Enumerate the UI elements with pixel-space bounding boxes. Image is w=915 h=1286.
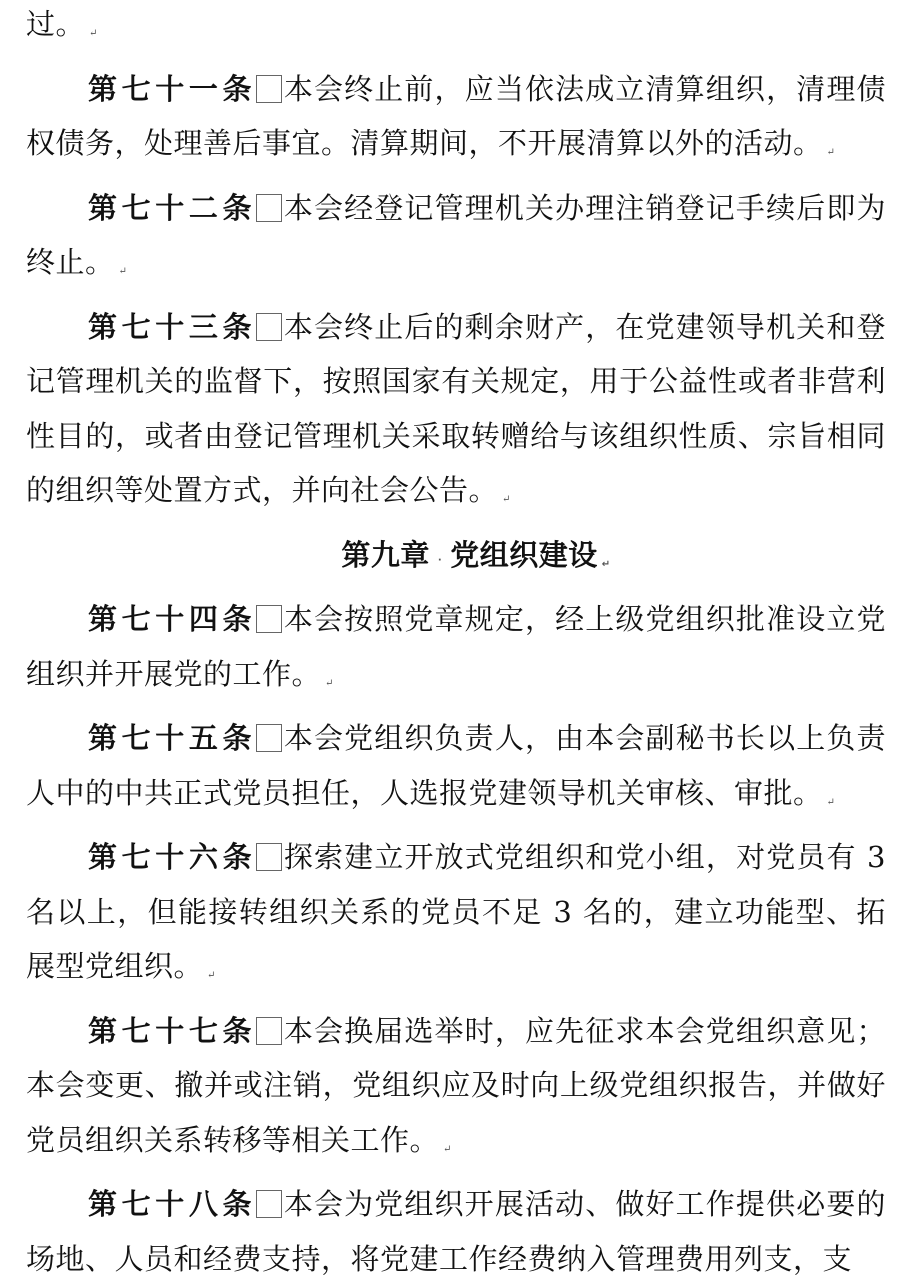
article-72: [26, 181, 886, 300]
article-label: 第七十二条: [88, 190, 257, 225]
paragraph-mark-icon: ↵: [118, 266, 128, 277]
paragraph-fragment: [26, 0, 886, 62]
article-76: [26, 830, 886, 1004]
article-text: 本会换届选举时，应先征求本会党组织意见；本会变更、撤并或注销，党组织应及时向上级党组织报告，并做好党员组织关系转移等相关工作。: [26, 1013, 886, 1157]
paragraph-mark-icon: ↵: [89, 28, 98, 39]
paragraph-mark-icon: ↵: [826, 147, 836, 158]
blank-box-icon: [256, 1190, 282, 1218]
article-text: 本会党组织负责人，由本会副秘书长以上负责人中的中共正式党员担任，人选报党建领导机关审核、审批。: [26, 721, 886, 810]
paragraph-mark-icon: ↵: [502, 494, 511, 505]
article-label: 第七十七条: [88, 1013, 257, 1048]
article-78: [26, 1177, 886, 1286]
article-label: 第七十四条: [88, 602, 257, 636]
paragraph-mark-icon: ↵: [826, 796, 836, 808]
blank-box-icon: [256, 1017, 282, 1045]
paragraph-mark-icon: ↵: [443, 1143, 452, 1155]
paragraph-mark-icon: ↵: [601, 558, 611, 570]
article-label: 第七十八条: [88, 1187, 257, 1221]
blank-box-icon: [256, 605, 282, 633]
article-label: 第七十六条: [88, 840, 257, 874]
paragraph-mark-icon: ↵: [207, 970, 216, 981]
article-75: [26, 711, 886, 830]
article-text: 本会按照党章规定，经上级党组织批准设立党组织并开展党的工作。: [26, 602, 886, 691]
document-page: [26, 0, 886, 1286]
chapter-heading: [26, 528, 886, 593]
article-text: 本会终止前，应当依法成立清算组织，清理债权债务，处理善后事宜。清算期间，不开展清算以外的活动。: [26, 71, 886, 160]
article-text: 探索建立开放式党组织和党小组，对党员有 3 名以上，但能接转组织关系的党员不足 3 名的，建立功能型、拓展型党组织。: [26, 840, 886, 983]
article-73: [26, 300, 886, 528]
article-label: 第七十五条: [88, 721, 257, 755]
fragment-text: 过。: [26, 7, 86, 41]
chapter-number: 第九章: [341, 537, 430, 572]
blank-box-icon: [256, 724, 282, 752]
article-text: 本会终止后的剩余财产，在党建领导机关和登记管理机关的监督下，按照国家有关规定，用于公益性或者非营利性目的，或者由登记管理机关采取转赠给与该组织性质、宗旨相同的组织等处置方式，并向社会公告。: [26, 309, 886, 507]
article-77: [26, 1004, 886, 1178]
article-label: 第七十一条: [88, 71, 257, 106]
article-74: [26, 592, 886, 711]
blank-box-icon: [256, 194, 282, 222]
paragraph-mark-icon: ↵: [325, 677, 334, 689]
article-text: 本会为党组织开展活动、做好工作提供必要的场地、人员和经费支持，将党建工作经费纳入管理费用列支，支: [26, 1187, 886, 1276]
article-71: [26, 62, 886, 181]
blank-box-icon: [256, 313, 282, 341]
blank-box-icon: [256, 843, 282, 871]
blank-box-icon: [256, 75, 282, 103]
article-text: 本会经登记管理机关办理注销登记手续后即为终止。: [26, 190, 886, 279]
article-label: 第七十三条: [88, 309, 257, 344]
chapter-title: 党组织建设: [450, 537, 598, 572]
space-mark-icon: ·: [437, 554, 443, 566]
